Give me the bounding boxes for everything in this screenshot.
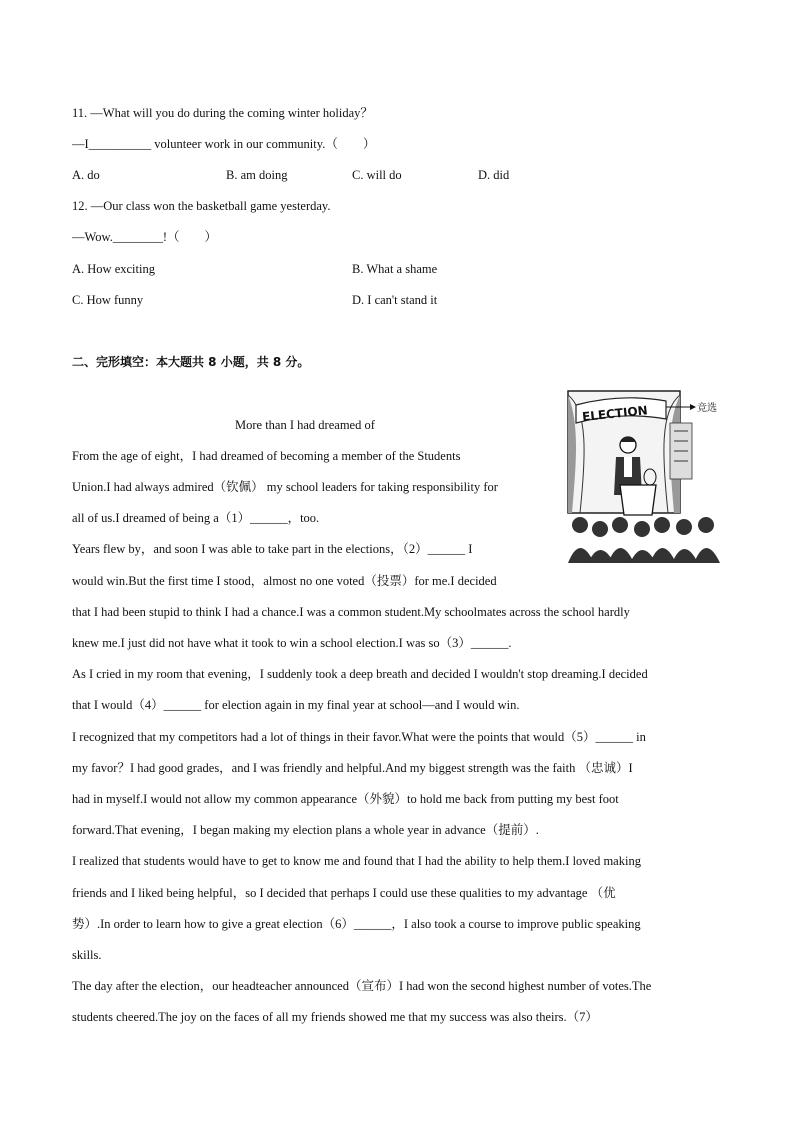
q12-answer-line: —Wow.________!（ ）	[72, 230, 218, 244]
passage-line: As I cried in my room that evening，I suddenly took a deep breath and decided I wouldn't stop dreaming.I decided	[72, 667, 648, 681]
passage-line: I recognized that my competitors had a lot of things in their favor.What were the points that would（5）______ in	[72, 730, 646, 744]
q11-option-b[interactable]: B. am doing	[226, 168, 288, 182]
q12-option-c[interactable]: C. How funny	[72, 293, 144, 307]
q11-option-a[interactable]: A. do	[72, 168, 100, 182]
q11-question: 11. —What will you do during the coming winter holiday？	[72, 106, 373, 120]
q11-answer-line: —I__________ volunteer work in our community.（ ）	[72, 137, 376, 151]
passage-line: Years flew by，and soon I was able to take part in the elections，（2）______ I	[72, 542, 473, 556]
passage-line: The day after the election，our headteacher announced（宣布）I had won the second highest number of votes.The	[72, 979, 652, 993]
banner-text: ELECTION	[581, 403, 649, 425]
passage-line: I realized that students would have to get to know me and found that I had the ability to help them.I loved making	[72, 854, 641, 868]
passage-line: students cheered.The joy on the faces of all my friends showed me that my success was also theirs.（7）	[72, 1010, 598, 1024]
passage-line: all of us.I dreamed of being a（1）______，too.	[72, 511, 320, 525]
q12-option-d[interactable]: D. I can't stand it	[352, 293, 438, 307]
q12-question: 12. —Our class won the basketball game yesterday.	[72, 199, 331, 213]
passage-line: forward.That evening，I began making my election plans a whole year in advance（提前）.	[72, 823, 539, 837]
election-illustration-svg	[566, 385, 726, 563]
passage-line: From the age of eight，I had dreamed of becoming a member of the Students	[72, 449, 461, 463]
passage-line: skills.	[72, 948, 102, 962]
q11-option-c[interactable]: C. will do	[352, 168, 402, 182]
passage-line: friends and I liked being helpful，so I decided that perhaps I could use these qualities to my advantage （优	[72, 886, 616, 900]
passage-line: 势）.In order to learn how to give a great election（6）______，I also took a course to improve public speaking	[72, 917, 641, 931]
passage-line: knew me.I just did not have what it took to win a school election.I was so（3）______.	[72, 636, 512, 650]
q12-option-a[interactable]: A. How exciting	[72, 262, 155, 276]
callout-text: 竞选	[697, 403, 717, 414]
passage-line: Union.I had always admired（钦佩） my school leaders for taking responsibility for	[72, 480, 498, 494]
q12-option-b[interactable]: B. What a shame	[352, 262, 438, 276]
passage-line: my favor？I had good grades，and I was friendly and helpful.And my biggest strength was the faith （忠诚）I	[72, 761, 633, 775]
election-speech-illustration	[566, 385, 726, 563]
passage-title: More than I had dreamed of	[235, 418, 375, 432]
passage-line: had in myself.I would not allow my common appearance（外貌）to hold me back from putting my best foot	[72, 792, 619, 806]
passage-line: would win.But the first time I stood，almost no one voted（投票）for me.I decided	[72, 574, 497, 588]
q11-option-d[interactable]: D. did	[478, 168, 510, 182]
passage-line: that I would（4）______ for election again in my final year at school—and I would win.	[72, 698, 520, 712]
passage-line: that I had been stupid to think I had a chance.I was a common student.My schoolmates across the school hardly	[72, 605, 630, 619]
section-heading: 二、完形填空：本大题共 8 小题，共 8 分。	[72, 355, 310, 369]
